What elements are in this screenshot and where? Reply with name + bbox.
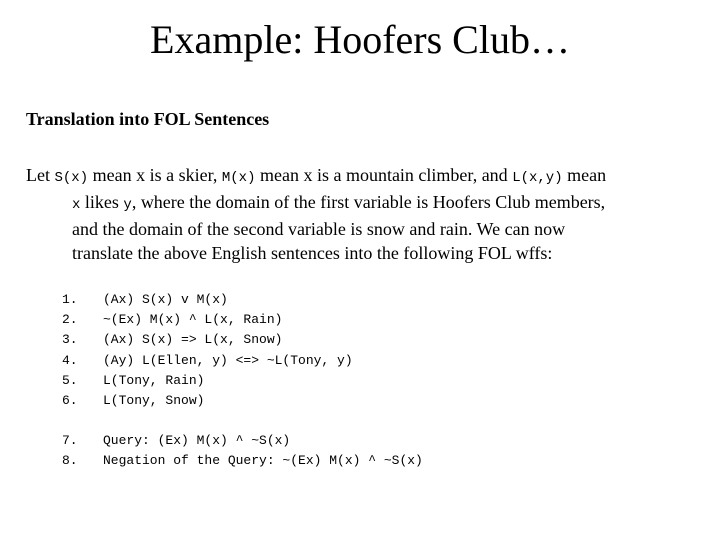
- query-row: [62, 451, 423, 471]
- query-text: Query: (Ex) M(x) ^ ~S(x): [103, 433, 291, 448]
- predicate-term: S(x): [54, 170, 89, 186]
- formula-text: (Ax) S(x) => L(x, Snow): [103, 332, 283, 348]
- formula-text: L(Tony, Rain): [103, 372, 205, 388]
- formula-text: L(Tony, Snow): [103, 393, 205, 409]
- query-number: 8.: [62, 453, 78, 469]
- query-text: Negation of the Query: ~(Ex) M(x) ^ ~S(x): [103, 453, 423, 469]
- formula-text: (Ay) L(Ellen, y) <=> ~L(Tony, y): [103, 352, 353, 368]
- query-number: 7.: [62, 433, 78, 448]
- formula-row: [62, 290, 353, 310]
- intro-paragraph: [26, 163, 686, 265]
- paragraph-line-4: translate the above English sentences into the following FOL wffs:: [72, 243, 553, 263]
- formula-row: [62, 330, 353, 350]
- variable-term: x: [72, 197, 81, 213]
- formula-number: 1.: [62, 292, 78, 307]
- paragraph-text: likes: [80, 192, 124, 212]
- formula-number: 2.: [62, 312, 78, 328]
- section-subheading: Translation into FOL Sentences: [26, 109, 270, 129]
- formula-list: [62, 290, 353, 411]
- query-list: [62, 431, 423, 471]
- paragraph-text: mean: [562, 165, 607, 185]
- predicate-term: M(x): [221, 170, 256, 186]
- formula-row: [62, 391, 353, 411]
- formula-text: ~(Ex) M(x) ^ L(x, Rain): [103, 312, 283, 328]
- paragraph-line-2: [26, 190, 686, 217]
- paragraph-line-3: and the domain of the second variable is snow and rain. We can now: [72, 219, 566, 239]
- variable-term: y: [123, 197, 132, 213]
- formula-number: 4.: [62, 352, 78, 368]
- formula-row: [62, 310, 353, 330]
- query-row: [62, 431, 423, 451]
- paragraph-line-1: [26, 163, 686, 190]
- paragraph-text: mean x is a skier,: [88, 165, 222, 185]
- paragraph-text: , where the domain of the first variable is Hoofers Club members,: [131, 192, 606, 212]
- formula-number: 6.: [62, 393, 78, 409]
- slide-title: Example: Hoofers Club…: [150, 17, 570, 62]
- formula-row: [62, 371, 353, 391]
- formula-number: 3.: [62, 332, 78, 348]
- formula-number: 5.: [62, 372, 78, 388]
- paragraph-text: mean x is a mountain climber, and: [255, 165, 513, 185]
- predicate-term: L(x,y): [512, 170, 563, 186]
- formula-text: (Ax) S(x) v M(x): [103, 292, 228, 307]
- paragraph-text: Let: [26, 165, 55, 185]
- formula-row: [62, 351, 353, 371]
